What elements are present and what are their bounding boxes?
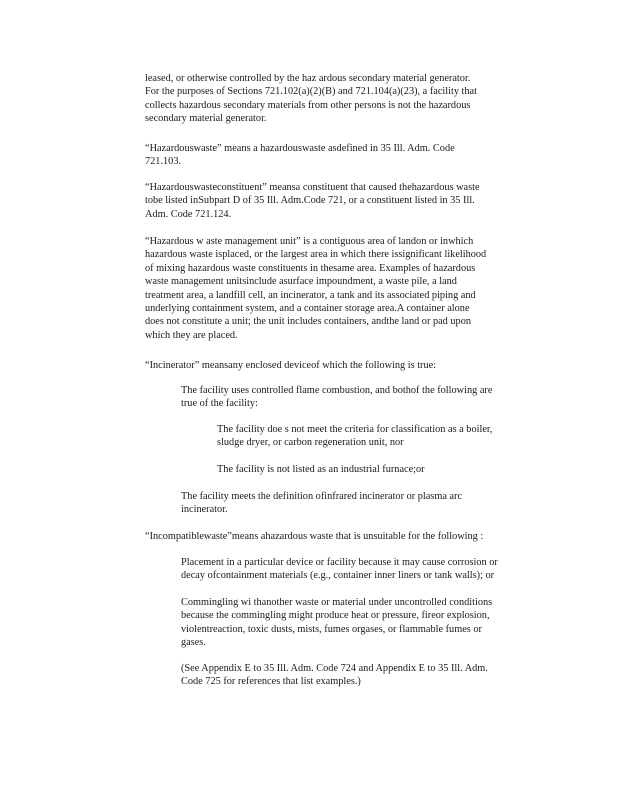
text-line: Adm. Code 721.124. (145, 208, 232, 220)
text-line: The facility is not listed as an industrial furnace;or (217, 464, 425, 475)
text-line: decay ofcontainment materials (e.g., container inner liners or tank walls); or (181, 570, 495, 582)
paragraph-generator-definition-continued (145, 72, 525, 126)
text-line: secondary material generator. (145, 113, 267, 125)
text-line: The facility doe s not meet the criteria for classification as a boiler, (217, 424, 493, 435)
paragraph-hazardous-waste-management-unit (145, 235, 528, 342)
text-line: “Hazardouswasteconstituent” meansa constituent that caused thehazardous waste (145, 182, 480, 193)
text-line: of mixing hazardous waste constituents in thesame area. Examples of hazardous (145, 262, 476, 274)
paragraph-hazardous-waste (145, 142, 525, 169)
text-line: because the commingling might produce heat or pressure, fireor explosion, (181, 610, 490, 622)
paragraph-incinerator-subcriterion-b (217, 463, 537, 476)
paragraph-incompatible-waste (145, 530, 545, 543)
paragraph-incinerator (145, 359, 525, 372)
text-line: tobe listed inSubpart D of 35 Ill. Adm.Code 721, or a constituent listed in 35 Ill. (145, 195, 475, 207)
text-line: violentreaction, toxic dusts, mists, fumes orgases, or flammable fumes or (181, 623, 482, 635)
text-line: collects hazardous secondary materials from other persons is not the hazardous (145, 99, 471, 111)
paragraph-incinerator-criterion-2 (181, 490, 543, 517)
text-line: “Incinerator” meansany enclosed deviceof which the following is true: (145, 360, 437, 371)
paragraph-incinerator-subcriterion-a (217, 423, 537, 450)
paragraph-incompatible-placement (181, 556, 547, 583)
text-line: incinerator. (181, 504, 228, 516)
text-line: “Hazardous w aste management unit” is a contiguous area of landon or inwhich (145, 236, 474, 247)
text-line: true of the facility: (181, 398, 258, 410)
text-line: The facility uses controlled flame combustion, and bothof the following are (181, 385, 493, 396)
text-line: treatment area, a landfill cell, an incinerator, a tank and its associated piping and (145, 289, 476, 301)
text-line: 721.103. (145, 156, 182, 168)
paragraph-hazardous-waste-constituent (145, 181, 525, 221)
text-line: does not constitute a unit; the unit includes containers, andthe land or pad upon (145, 316, 471, 328)
text-line: hazardous waste isplaced, or the largest area in which there issignificant likelihood (145, 249, 487, 261)
text-line: (See Appendix E to 35 Ill. Adm. Code 724 and Appendix E to 35 Ill. Adm. (181, 663, 488, 674)
text-line: sludge dryer, or carbon regeneration unit, nor (217, 437, 404, 449)
text-line: For the purposes of Sections 721.102(a)(2)(B) and 721.104(a)(23), a facility that (145, 86, 477, 98)
text-line: “Hazardouswaste” means a hazardouswaste asdefined in 35 Ill. Adm. Code (145, 143, 455, 154)
text-line: leased, or otherwise controlled by the haz ardous secondary material generator. (145, 73, 471, 84)
paragraph-incompatible-commingling (181, 596, 547, 650)
text-line: Placement in a particular device or facility because it may cause corrosion or (181, 557, 498, 568)
text-line: The facility meets the definition ofinfrared incinerator or plasma arc (181, 491, 463, 502)
text-line: underlying containment system, and a container storage area.A container alone (145, 303, 470, 315)
text-line: Code 725 for references that list examples.) (181, 676, 361, 688)
text-line: gases. (181, 637, 206, 649)
paragraph-appendix-reference (181, 662, 547, 689)
text-line: Commingling wi thanother waste or material under uncontrolled conditions (181, 597, 493, 608)
text-line: which they are placed. (145, 329, 238, 341)
text-line: “Incompatiblewaste”means ahazardous waste that is unsuitable for the following : (145, 531, 484, 542)
paragraph-incinerator-criterion-1 (181, 384, 543, 411)
text-line: waste management unitsinclude asurface impoundment, a waste pile, a land (145, 276, 457, 288)
